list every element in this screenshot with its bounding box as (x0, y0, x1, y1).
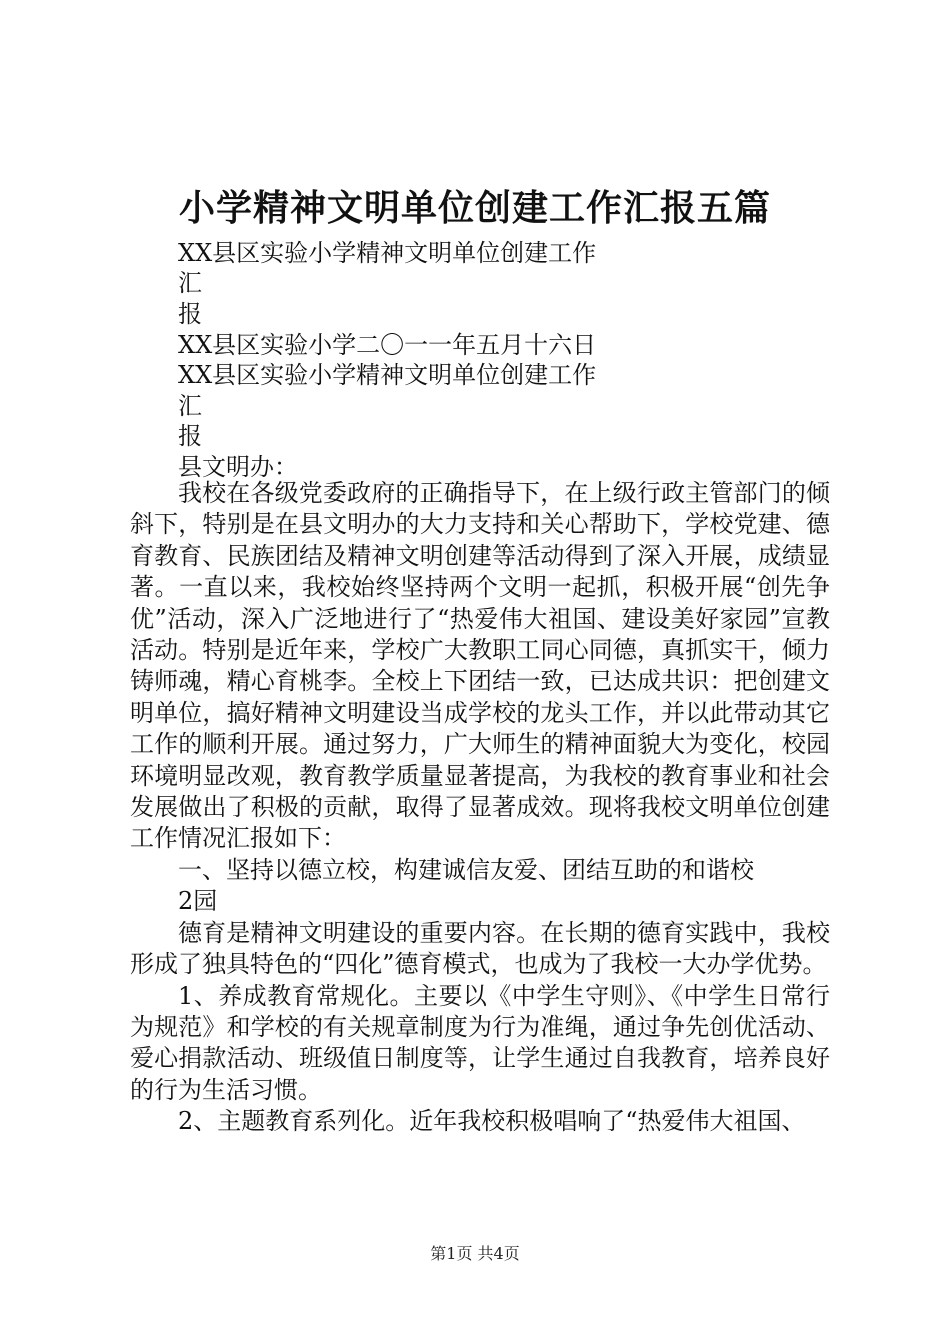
section-heading-continuation: 2园 (178, 887, 218, 916)
section-heading: 一、坚持以德立校，构建诚信友爱、团结互助的和谐校 (178, 855, 754, 884)
body-paragraph: 德育是精神文明建设的重要内容。在长期的德育实践中，我校形成了独具特色的“四化”德育模式，也成为了我校一大办学优势。 (130, 918, 830, 979)
document-body (130, 478, 830, 1138)
header-line: XX县区实验小学精神文明单位创建工作 (178, 239, 597, 267)
header-line: 报 (178, 422, 202, 450)
body-paragraph: 1、养成教育常规化。主要以《中学生守则》、《中学生日常行为规范》和学校的有关规章制度为行为准绳，通过争先创优活动、爱心捐款活动、班级值日制度等，让学生通过自我教育，培养良好的行为生活习惯。 (130, 981, 830, 1104)
document-title: 小学精神文明单位创建工作汇报五篇 (178, 187, 771, 229)
page-number-footer: 第1页 共4页 (430, 1244, 520, 1263)
body-paragraph: 2、主题教育系列化。近年我校积极唱响了“热爱伟大祖国、 (178, 1107, 806, 1136)
header-date-line: XX县区实验小学二〇一一年五月十六日 (178, 331, 597, 359)
body-paragraph: 我校在各级党委政府的正确指导下，在上级行政主管部门的倾斜下，特别是在县文明办的大力支持和关心帮助下，学校党建、德育教育、民族团结及精神文明创建等活动得到了深入开展，成绩显著。一直以来，我校始终坚持两个文明一起抓，积极开展“创先争优”活动，深入广泛地进行了“热爱伟大祖国、建设美好家园”宣教活动。特别是近年来，学校广大教职工同心同德，真抓实干，倾力铸师魂，精心育桃李。全校上下团结一致，已达成共识：把创建文明单位，搞好精神文明建设当成学校的龙头工作，并以此带动其它工作的顺利开展。通过努力，广大师生的精神面貌大为变化，校园环境明显改观，教育教学质量显著提高，为我校的教育事业和社会发展做出了积极的贡献，取得了显著成效。现将我校文明单位创建工作情况汇报如下： (130, 479, 830, 853)
header-line: XX县区实验小学精神文明单位创建工作 (178, 361, 597, 389)
header-line: 汇 (178, 269, 202, 297)
salutation: 县文明办： (178, 453, 298, 481)
header-line: 报 (178, 300, 202, 328)
header-line: 汇 (178, 392, 202, 420)
